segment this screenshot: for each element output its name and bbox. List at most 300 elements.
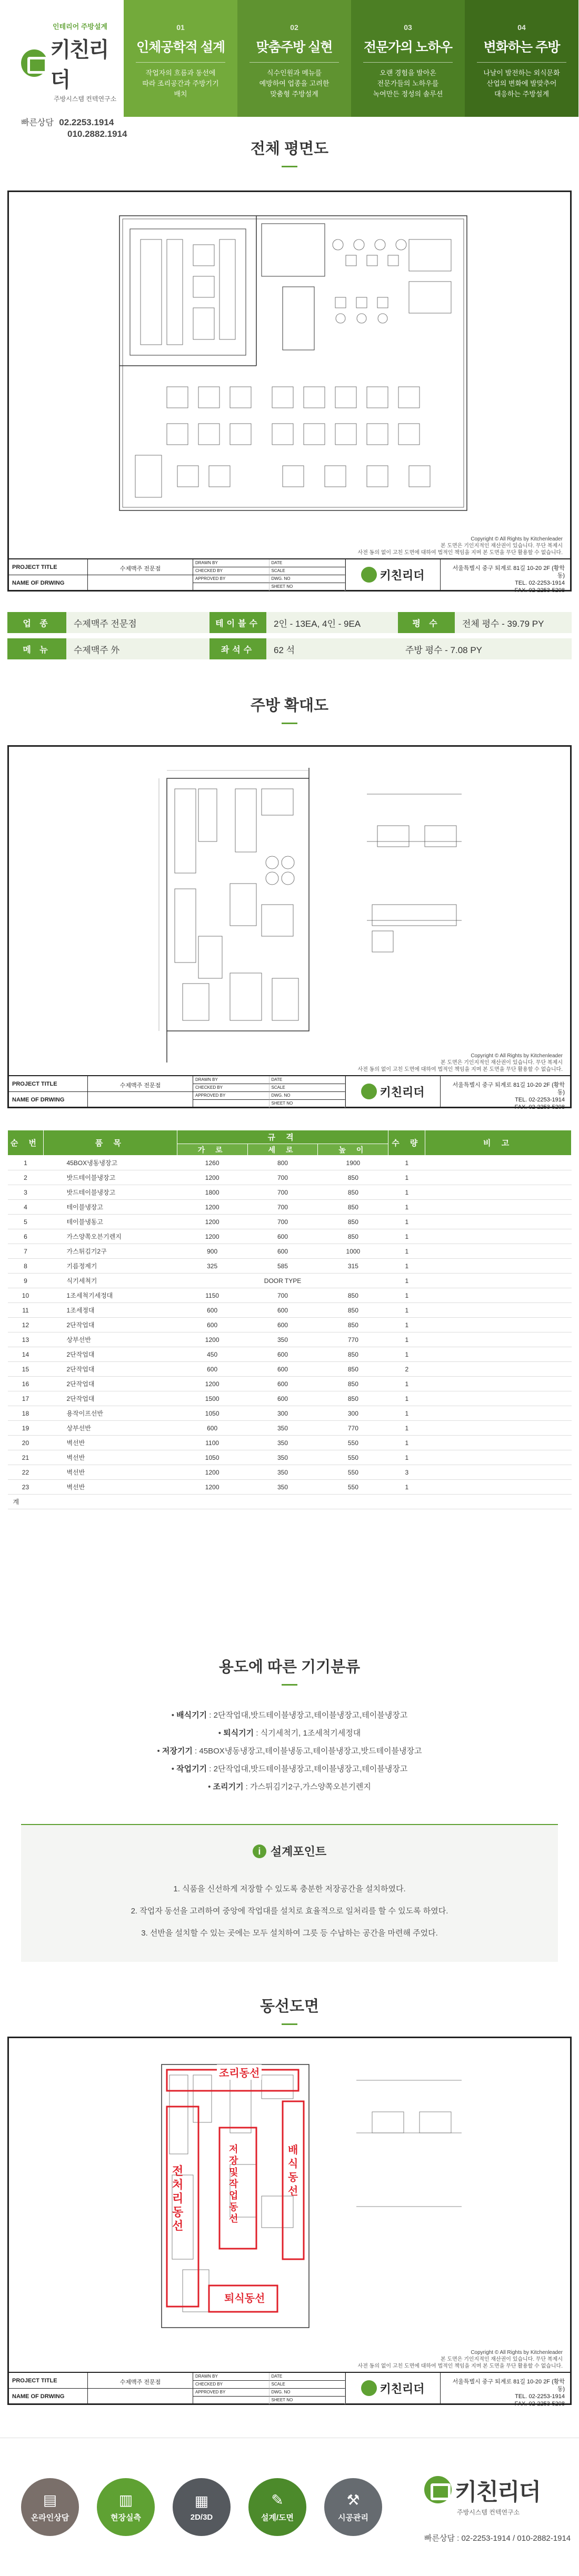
table-cell: 1 <box>388 1170 425 1185</box>
class-items: 2단작업대,밧드테이블냉장고,테이블냉장고,테이블냉장고 <box>213 1765 408 1773</box>
table-cell: 1 <box>388 1259 425 1274</box>
feature-desc: 작업자의 흐름과 동선에 따라 조리공간과 주방기기 배치 <box>142 69 219 98</box>
feature-divider <box>363 62 453 63</box>
phone-label: 빠른상담 <box>21 118 54 127</box>
button-label: 시공관리 <box>338 2513 368 2522</box>
table-cell: 6 <box>8 1229 44 1244</box>
table-row <box>8 1215 572 1229</box>
class-items: 2단작업대,밧드테이블냉장고,테이블냉장고,테이블냉장고 <box>213 1711 408 1720</box>
table-cell: 1200 <box>177 1229 247 1244</box>
table-cell: 1200 <box>177 1170 247 1185</box>
table-cell: 1 <box>388 1215 425 1229</box>
design-points-title <box>21 1843 558 1859</box>
tables-label: 테이블수 <box>209 612 266 633</box>
table-cell: 600 <box>247 1377 318 1391</box>
meta-cell: SCALE <box>269 567 346 575</box>
table-row <box>8 1406 572 1421</box>
class-label: 배식기기 <box>176 1711 207 1720</box>
floor-plan-area <box>9 192 570 558</box>
meta-cell: DATE <box>269 1076 346 1084</box>
brand-subtitle: 주방시스템 컨텍연구소 <box>54 95 117 103</box>
table-cell: 1 <box>388 1303 425 1318</box>
table-cell: 1 <box>388 1244 425 1259</box>
footer-logo[interactable] <box>424 2473 571 2507</box>
table-cell: 9 <box>8 1274 44 1288</box>
meta-cell: APPROVED BY <box>193 1092 269 1100</box>
table-row <box>8 1185 572 1200</box>
table-cell <box>425 1391 572 1406</box>
table-cell: 2단작업대 <box>43 1347 177 1362</box>
logo-text: 키친리더 <box>50 38 108 92</box>
address: 서울특별시 중구 퇴계로 81길 10-20 2F (황학동) <box>452 1082 565 1096</box>
footer-phone[interactable]: 빠른상담 : 02-2253-1914 / 010-2882-1914 <box>424 2534 571 2543</box>
meta-cell <box>193 1100 269 1108</box>
floor-plan-svg <box>9 192 570 558</box>
table-cell <box>177 1274 247 1288</box>
table-cell <box>425 1170 572 1185</box>
footer-brand <box>424 2471 571 2543</box>
online-consult-button[interactable] <box>21 2478 79 2536</box>
project-label: PROJECT TITLE <box>9 2373 88 2389</box>
title-block <box>9 558 570 594</box>
meta-cell: DWG. NO <box>269 1092 346 1100</box>
table-cell: 550 <box>318 1450 388 1465</box>
title-block <box>9 1075 570 1110</box>
table-cell <box>425 1185 572 1200</box>
class-label: 조리기기 <box>213 1782 244 1791</box>
table-cell <box>425 1362 572 1377</box>
drawing-button[interactable] <box>248 2478 306 2536</box>
table-cell: 테이블냉장고 <box>43 1200 177 1215</box>
kitchen-zoom-area <box>9 747 570 1075</box>
table-row <box>8 1274 572 1288</box>
table-cell <box>425 1259 572 1274</box>
table-cell: 2단작업대 <box>43 1362 177 1377</box>
table-cell: 1 <box>388 1391 425 1406</box>
table-cell: 600 <box>177 1362 247 1377</box>
drawing-value <box>88 2389 193 2404</box>
table-cell: 1200 <box>177 1200 247 1215</box>
phone-number-2[interactable]: 010.2882.1914 <box>67 129 127 139</box>
table-cell: 1 <box>388 1156 425 1170</box>
flow-plan-svg <box>9 2038 570 2372</box>
table-cell: 2단작업대 <box>43 1318 177 1332</box>
title-block-address <box>441 2373 570 2407</box>
header-no: 순 번 <box>8 1130 44 1156</box>
title-block-fields <box>9 2373 193 2403</box>
table-cell: DOOR TYPE <box>247 1274 318 1288</box>
feature-desc: 식수인원과 메뉴를 예방하여 업종을 고려한 맞춤형 주방설계 <box>259 69 330 98</box>
table-cell: 11 <box>8 1303 44 1318</box>
pencil-icon: ✎ <box>271 2492 284 2508</box>
title-block <box>9 2372 570 2407</box>
table-cell: 1 <box>388 1318 425 1332</box>
section-title: 동선도면 <box>259 1998 320 2015</box>
header-depth: 세 로 <box>247 1144 318 1156</box>
kitchen-zoom-heading <box>0 694 579 724</box>
fax: FAX. 02-2253-5208 <box>514 2401 565 2407</box>
header <box>0 0 579 139</box>
section-title: 용도에 따른 기기분류 <box>218 1659 361 1676</box>
flow-plan-drawing <box>7 2037 572 2405</box>
table-cell <box>425 1450 572 1465</box>
table-cell: 1200 <box>177 1215 247 1229</box>
table-row <box>8 1465 572 1480</box>
classification-section <box>0 1655 579 1796</box>
drawing-label: NAME OF DRWING <box>9 1092 88 1108</box>
table-cell: 1150 <box>177 1288 247 1303</box>
button-label: 2D/3D <box>190 2513 213 2522</box>
table-cell: 4 <box>8 1200 44 1215</box>
meta-cell: DATE <box>269 2373 346 2381</box>
floor-plan-heading <box>0 137 579 167</box>
class-items: 식기세척기, 1조세척기세정대 <box>260 1729 361 1738</box>
design-points-box <box>21 1824 558 1962</box>
class-label: 저장기기 <box>162 1747 193 1756</box>
table-cell: 350 <box>247 1332 318 1347</box>
class-label: 퇴식기기 <box>223 1729 254 1738</box>
table-cell: 1 <box>388 1185 425 1200</box>
project-label: PROJECT TITLE <box>9 1076 88 1092</box>
meta-cell: SCALE <box>269 1084 346 1092</box>
table-cell: 450 <box>177 1347 247 1362</box>
meta-cell: CHECKED BY <box>193 567 269 575</box>
header-height: 높 이 <box>318 1144 388 1156</box>
feature-title: 변화하는 주방 <box>483 40 560 55</box>
table-cell: 850 <box>318 1170 388 1185</box>
class-items: 45BOX냉동냉장고,테이블냉동고,테이블냉장고,밧드테이블냉장고 <box>199 1747 422 1756</box>
table-row <box>8 1480 572 1495</box>
logo-icon <box>424 2476 452 2503</box>
title-block-address <box>441 559 570 594</box>
feature-desc: 나날이 발전하는 외식문화 산업의 변화에 발맞추어 대응하는 주방설계 <box>483 69 560 98</box>
design-points-label: 설계포인트 <box>270 1845 327 1858</box>
flow-label-cook: 조리동선 <box>217 2064 262 2080</box>
drawing-label: NAME OF DRWING <box>9 575 88 591</box>
title-block-fields <box>9 1076 193 1107</box>
table-cell: 8 <box>8 1259 44 1274</box>
area-label: 평 수 <box>398 612 455 633</box>
site-measure-button[interactable] <box>97 2478 155 2536</box>
table-cell: 2 <box>388 1362 425 1377</box>
table-cell: 550 <box>318 1436 388 1450</box>
table-cell: 19 <box>8 1421 44 1436</box>
design-point: 2. 작업자 동선을 고려하여 중앙에 작업대를 설치로 효율적으로 일처리를 할 수 있도록 하였다. <box>131 1907 448 1916</box>
table-cell: 850 <box>318 1200 388 1215</box>
classification-item: • 저장기기 : 45BOX냉동냉장고,테이블냉동고,테이블냉장고,밧드테이블냉장고 <box>157 1747 422 1756</box>
table-cell: 700 <box>247 1170 318 1185</box>
flow-label-storage: 저장및작업동선 <box>229 2144 238 2224</box>
table-row <box>8 1495 572 1509</box>
table-cell <box>247 1495 318 1509</box>
table-cell: 600 <box>177 1318 247 1332</box>
table-cell: 1 <box>8 1156 44 1170</box>
table-cell: 850 <box>318 1318 388 1332</box>
equipment-table <box>7 1130 572 1509</box>
meta-cell: CHECKED BY <box>193 1084 269 1092</box>
logo-icon <box>361 1084 377 1099</box>
table-cell: 850 <box>318 1362 388 1377</box>
table-row <box>8 1436 572 1450</box>
business-label: 업 종 <box>7 612 66 633</box>
floor-plan-drawing <box>7 191 572 592</box>
title-block-meta <box>193 559 346 590</box>
design-2d3d-button[interactable] <box>173 2478 231 2536</box>
table-cell: 700 <box>247 1185 318 1200</box>
table-cell: 20 <box>8 1436 44 1450</box>
equipment-table-body <box>8 1156 572 1509</box>
table-cell: 벽선반 <box>43 1436 177 1450</box>
table-cell: 300 <box>318 1406 388 1421</box>
design-points-list <box>21 1878 558 1944</box>
table-cell: 15 <box>8 1362 44 1377</box>
address: 서울특별시 중구 퇴계로 81길 10-20 2F (황학동) <box>452 565 565 579</box>
project-label: PROJECT TITLE <box>9 559 88 575</box>
table-cell: 1 <box>388 1450 425 1465</box>
meta-cell: DWG. NO <box>269 2389 346 2397</box>
business-value: 수제맥주 전문점 <box>66 612 209 633</box>
table-cell <box>425 1436 572 1450</box>
table-cell: 850 <box>318 1391 388 1406</box>
table-cell: 2단작업대 <box>43 1391 177 1406</box>
table-cell: 350 <box>247 1480 318 1495</box>
phone-number-1[interactable]: 02.2253.1914 <box>59 117 114 127</box>
table-cell <box>425 1480 572 1495</box>
table-cell: 585 <box>247 1259 318 1274</box>
table-cell: 315 <box>318 1259 388 1274</box>
table-cell: 300 <box>247 1406 318 1421</box>
table-row <box>8 1318 572 1332</box>
table-cell: 325 <box>177 1259 247 1274</box>
table-cell: 600 <box>247 1362 318 1377</box>
meta-cell: APPROVED BY <box>193 575 269 583</box>
class-label: 작업기기 <box>176 1765 207 1773</box>
tables-value: 2인 - 13EA, 4인 - 9EA <box>266 612 398 633</box>
flow-label-serve: 배식동선 <box>288 2144 298 2197</box>
table-cell: 1 <box>388 1421 425 1436</box>
title-block-fields <box>9 559 193 590</box>
table-cell: 14 <box>8 1347 44 1362</box>
table-cell: 1 <box>388 1480 425 1495</box>
table-cell: 1500 <box>177 1391 247 1406</box>
table-cell: 350 <box>247 1436 318 1450</box>
footer <box>0 2438 579 2576</box>
table-cell: 계 <box>8 1495 44 1509</box>
feature-divider <box>477 62 566 63</box>
footer-subtitle: 주방시스템 컨텍연구소 <box>457 2509 520 2516</box>
table-cell: 800 <box>247 1156 318 1170</box>
table-cell: 밧드테이블냉장고 <box>43 1170 177 1185</box>
feature-number: 01 <box>176 23 185 32</box>
table-cell: 770 <box>318 1421 388 1436</box>
button-label: 설계/도면 <box>261 2513 294 2522</box>
table-row <box>8 1229 572 1244</box>
table-cell: 1200 <box>177 1480 247 1495</box>
table-cell: 식기세척기 <box>43 1274 177 1288</box>
feature-title: 맞춤주방 실현 <box>256 40 333 55</box>
feature-divider <box>249 62 339 63</box>
seats-label: 좌석수 <box>209 638 266 659</box>
kitchen-zoom-drawing <box>7 745 572 1108</box>
meta-cell: DWG. NO <box>269 575 346 583</box>
table-cell: 1 <box>388 1406 425 1421</box>
drawing-label: NAME OF DRWING <box>9 2389 88 2404</box>
table-row <box>8 1391 572 1406</box>
table-cell: 2단작업대 <box>43 1377 177 1391</box>
feature-card-2 <box>237 0 351 117</box>
construction-button[interactable] <box>324 2478 382 2536</box>
table-cell <box>425 1229 572 1244</box>
table-row <box>8 1421 572 1436</box>
table-cell: 1조세척기세정대 <box>43 1288 177 1303</box>
drawing-value <box>88 575 193 591</box>
table-cell: 1260 <box>177 1156 247 1170</box>
table-cell: 600 <box>247 1244 318 1259</box>
feature-card-3 <box>351 0 465 117</box>
table-cell: 1200 <box>177 1377 247 1391</box>
area-total: 전체 평수 - 39.79 PY <box>455 612 572 633</box>
table-cell <box>425 1200 572 1215</box>
table-cell: 3 <box>8 1185 44 1200</box>
table-row <box>8 1303 572 1318</box>
table-cell: 850 <box>318 1303 388 1318</box>
project-value: 수제맥주 전문점 <box>88 2373 193 2389</box>
tel: TEL. 02-2253-1914 <box>515 2393 565 2400</box>
table-cell <box>43 1495 177 1509</box>
info-icon: i <box>253 1845 266 1858</box>
blueprint-icon: ▦ <box>194 2493 209 2509</box>
meta-cell: SHEET NO <box>269 583 346 591</box>
meta-cell: SHEET NO <box>269 1100 346 1108</box>
feature-number: 04 <box>517 23 526 32</box>
table-cell: 700 <box>247 1288 318 1303</box>
flow-label-prep: 전처리동선 <box>172 2164 184 2232</box>
table-cell: 1000 <box>318 1244 388 1259</box>
table-row <box>8 1377 572 1391</box>
table-cell: 600 <box>247 1347 318 1362</box>
table-cell <box>425 1244 572 1259</box>
table-cell: 900 <box>177 1244 247 1259</box>
table-cell: 1 <box>388 1436 425 1450</box>
title-block-address <box>441 1076 570 1110</box>
table-cell: 1 <box>388 1200 425 1215</box>
table-cell: 850 <box>318 1229 388 1244</box>
table-cell <box>318 1274 388 1288</box>
table-cell: 가스튀김기2구 <box>43 1244 177 1259</box>
title-block-logo <box>346 559 441 590</box>
meta-cell: CHECKED BY <box>193 2381 269 2389</box>
building-icon: ▥ <box>118 2492 133 2508</box>
project-info-bar <box>7 612 572 659</box>
brand-block <box>0 0 127 139</box>
brand-tagline: 인테리어 주방설계 <box>53 23 108 31</box>
table-row <box>8 1332 572 1347</box>
table-cell: 350 <box>247 1421 318 1436</box>
feature-number: 02 <box>290 23 298 32</box>
logo-icon <box>361 2380 377 2396</box>
logo-icon <box>21 49 47 77</box>
section-rule <box>282 723 297 724</box>
table-cell: 1 <box>388 1274 425 1288</box>
section-rule <box>282 2023 297 2025</box>
classification-item: • 퇴식기기 : 식기세척기, 1조세척기세정대 <box>218 1729 361 1738</box>
table-cell: 1200 <box>177 1465 247 1480</box>
project-value: 수제맥주 전문점 <box>88 559 193 575</box>
title-block-meta <box>193 1076 346 1107</box>
logo-text: 키친리더 <box>380 1085 425 1099</box>
flow-plan-area <box>9 2038 570 2372</box>
feature-title: 전문가의 노하우 <box>364 40 452 55</box>
table-cell: 1 <box>388 1347 425 1362</box>
table-row <box>8 1156 572 1170</box>
table-cell: 용작이프선반 <box>43 1406 177 1421</box>
section-title: 주방 확대도 <box>250 697 329 714</box>
table-cell: 600 <box>247 1303 318 1318</box>
table-cell: 850 <box>318 1288 388 1303</box>
section-title: 전체 평면도 <box>250 141 329 157</box>
meta-cell: SHEET NO <box>269 2397 346 2404</box>
table-cell: 22 <box>8 1465 44 1480</box>
table-cell: 1 <box>388 1332 425 1347</box>
table-cell: 7 <box>8 1244 44 1259</box>
feature-number: 03 <box>404 23 412 32</box>
header-qty: 수 량 <box>388 1130 425 1156</box>
table-cell: 상부선반 <box>43 1332 177 1347</box>
meta-cell: DATE <box>269 559 346 567</box>
table-cell: 상부선반 <box>43 1421 177 1436</box>
table-cell <box>425 1274 572 1288</box>
drawing-value <box>88 1092 193 1108</box>
table-cell: 밧드테이블냉장고 <box>43 1185 177 1200</box>
table-cell: 18 <box>8 1406 44 1421</box>
meta-cell: DRAWN BY <box>193 2373 269 2381</box>
table-cell: 350 <box>247 1450 318 1465</box>
table-cell: 23 <box>8 1480 44 1495</box>
table-cell: 700 <box>247 1200 318 1215</box>
title-block-logo <box>346 2373 441 2403</box>
menu-value: 수제맥주 外 <box>66 638 209 659</box>
logo-text: 키친리더 <box>380 2382 425 2395</box>
table-cell: 3 <box>388 1465 425 1480</box>
table-cell: 1100 <box>177 1436 247 1450</box>
table-cell <box>425 1303 572 1318</box>
button-label: 현장실측 <box>111 2513 141 2522</box>
header-note: 비 고 <box>425 1130 572 1156</box>
flow-plan-heading <box>0 1994 579 2025</box>
logo-text: 키친리더 <box>380 568 425 582</box>
table-cell <box>425 1465 572 1480</box>
table-cell: 2 <box>8 1170 44 1185</box>
table-cell: 350 <box>247 1465 318 1480</box>
feature-title: 인체공학적 설계 <box>136 40 225 55</box>
copyright-note: Copyright © All Rights by Kitchenleader 본 도면은 기인지적인 재산권이 있습니다. 무단 복제시 사전 동의 없이 고친 도면에 대하여 법적인 책임을 지며 본 도면을 무단 활용할 수 없습니다. <box>357 2350 563 2369</box>
table-cell: 테이블냉동고 <box>43 1215 177 1229</box>
logo[interactable] <box>21 33 124 93</box>
classification-list <box>0 1707 579 1796</box>
section-rule <box>282 166 297 167</box>
table-cell: 벽선반 <box>43 1480 177 1495</box>
table-cell <box>177 1495 247 1509</box>
tel: TEL. 02-2253-1914 <box>515 580 565 586</box>
logo-icon <box>361 567 377 583</box>
meta-cell: SCALE <box>269 2381 346 2389</box>
feature-divider <box>136 62 225 63</box>
table-row <box>8 1362 572 1377</box>
design-point: 3. 선반을 설치할 수 있는 곳에는 모두 설치하여 그릇 등 수납하는 공간을 마련해 주었다. <box>141 1929 438 1938</box>
table-cell: 850 <box>318 1377 388 1391</box>
table-cell <box>425 1288 572 1303</box>
feature-card-4 <box>465 0 578 117</box>
